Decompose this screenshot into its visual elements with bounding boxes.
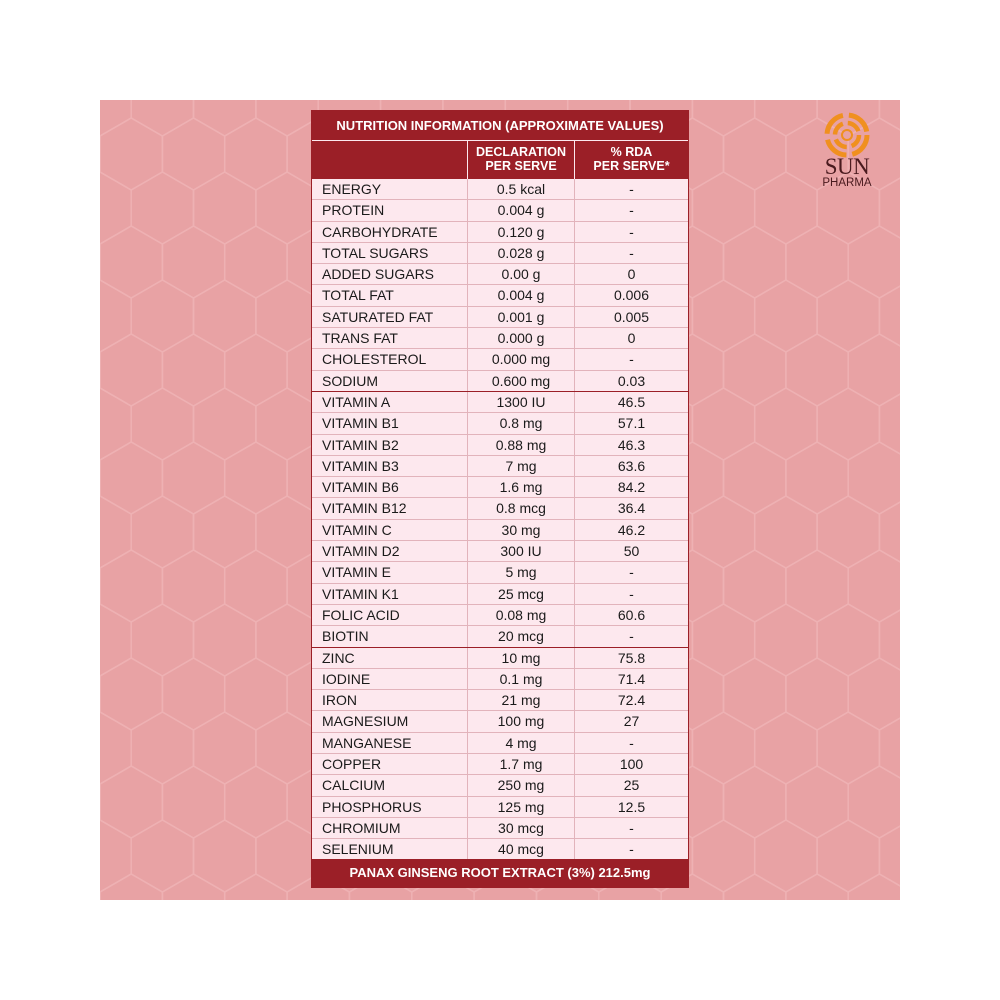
hex-cell <box>848 658 900 730</box>
declaration-value: 25 mcg <box>467 584 574 604</box>
declaration-value: 30 mg <box>467 520 574 540</box>
hex-cell <box>225 334 287 406</box>
hex-cell <box>131 496 193 568</box>
hex-cell <box>131 388 193 460</box>
hex-cell <box>786 550 848 622</box>
rda-value: - <box>574 818 688 838</box>
hex-cell <box>786 442 848 514</box>
hex-cell <box>100 820 131 892</box>
rda-value: 63.6 <box>574 456 688 476</box>
hex-cell <box>786 226 848 298</box>
hex-cell <box>100 280 131 352</box>
hex-cell <box>225 226 287 298</box>
rda-value: - <box>574 839 688 859</box>
table-row <box>312 711 688 732</box>
hex-cell <box>755 604 817 676</box>
hex-cell <box>817 604 879 676</box>
hex-cell <box>786 874 848 900</box>
nutrient-name: FOLIC ACID <box>322 606 400 623</box>
nutrient-name: PHOSPHORUS <box>322 798 422 815</box>
table-row <box>312 264 688 285</box>
hex-cell <box>100 658 162 730</box>
table-row <box>312 307 688 328</box>
table-row <box>312 584 688 605</box>
nutrient-name: CHOLESTEROL <box>322 351 427 368</box>
hex-cell <box>848 766 900 838</box>
declaration-value: 21 mg <box>467 690 574 710</box>
declaration-value: 125 mg <box>467 797 574 817</box>
declaration-value: 300 IU <box>467 541 574 561</box>
hex-cell <box>131 100 193 136</box>
hex-cell <box>162 442 224 514</box>
hex-cell <box>692 604 754 676</box>
declaration-value: 1.6 mg <box>467 477 574 497</box>
nutrient-name: ZINC <box>322 649 355 666</box>
hex-cell <box>131 820 193 892</box>
nutrient-name: VITAMIN B12 <box>322 500 407 517</box>
hex-cell <box>162 550 224 622</box>
hex-cell <box>225 550 287 622</box>
hex-cell <box>692 712 754 784</box>
hex-cell <box>100 604 131 676</box>
hex-cell <box>162 118 224 190</box>
hex-cell <box>256 280 318 352</box>
hex-cell <box>162 226 224 298</box>
nutrient-name: IRON <box>322 692 357 709</box>
brand-name: SUN <box>824 154 870 179</box>
header-nutrient <box>312 141 467 179</box>
declaration-value: 20 mcg <box>467 626 574 646</box>
hex-cell <box>100 550 162 622</box>
table-row <box>312 349 688 370</box>
hex-cell <box>755 388 817 460</box>
declaration-value: 0.88 mg <box>467 435 574 455</box>
hex-cell <box>256 388 318 460</box>
rda-value: 72.4 <box>574 690 688 710</box>
hex-cell <box>879 496 900 568</box>
hex-cell <box>848 550 900 622</box>
table-body <box>312 179 688 861</box>
hex-cell <box>724 874 786 900</box>
nutrient-name: MAGNESIUM <box>322 713 409 730</box>
hex-cell <box>879 280 900 352</box>
declaration-value: 100 mg <box>467 711 574 731</box>
hex-cell <box>225 118 287 190</box>
hex-cell <box>256 496 318 568</box>
rda-value: 0.006 <box>574 285 688 305</box>
nutrient-name: VITAMIN C <box>322 521 392 538</box>
rda-value: - <box>574 584 688 604</box>
hex-cell <box>755 172 817 244</box>
hex-cell <box>225 658 287 730</box>
rda-value: 25 <box>574 775 688 795</box>
hex-cell <box>692 100 754 136</box>
hex-cell <box>100 226 162 298</box>
table-row <box>312 648 688 669</box>
nutrient-name: COPPER <box>322 756 382 773</box>
nutrient-name: VITAMIN B2 <box>322 436 399 453</box>
hex-cell <box>225 442 287 514</box>
header-rda-line2: PER SERVE* <box>593 159 670 173</box>
hex-cell <box>848 874 900 900</box>
hex-cell <box>817 280 879 352</box>
declaration-value: 10 mg <box>467 648 574 668</box>
table-row <box>312 477 688 498</box>
declaration-value: 0.000 g <box>467 328 574 348</box>
hex-cell <box>100 442 162 514</box>
nutrition-table <box>311 110 689 888</box>
table-row <box>312 626 688 647</box>
hex-cell <box>848 442 900 514</box>
declaration-value: 7 mg <box>467 456 574 476</box>
rda-value: 84.2 <box>574 477 688 497</box>
hex-cell <box>692 496 754 568</box>
rda-value: - <box>574 349 688 369</box>
declaration-value: 40 mcg <box>467 839 574 859</box>
rda-value: 71.4 <box>574 669 688 689</box>
hex-cell <box>256 820 318 892</box>
hex-cell <box>131 712 193 784</box>
hex-cell <box>724 334 786 406</box>
table-row <box>312 371 688 392</box>
declaration-value: 0.5 kcal <box>467 179 574 199</box>
rda-value: 100 <box>574 754 688 774</box>
declaration-value: 5 mg <box>467 562 574 582</box>
header-rda-line1: % RDA <box>610 145 653 159</box>
nutrient-name: PROTEIN <box>322 202 385 219</box>
hex-cell <box>848 334 900 406</box>
hex-cell <box>879 604 900 676</box>
hex-cell <box>724 442 786 514</box>
hex-cell <box>879 388 900 460</box>
hex-cell <box>817 388 879 460</box>
nutrient-name: VITAMIN E <box>322 564 391 581</box>
hex-cell <box>100 766 162 838</box>
hex-cell <box>724 658 786 730</box>
sun-pharma-logo-icon <box>824 112 870 158</box>
declaration-value: 250 mg <box>467 775 574 795</box>
hex-cell <box>724 550 786 622</box>
table-row <box>312 285 688 306</box>
nutrient-name: VITAMIN A <box>322 393 391 410</box>
nutrient-name: VITAMIN D2 <box>322 543 400 560</box>
hex-cell <box>692 172 754 244</box>
rda-value: 60.6 <box>574 605 688 625</box>
nutrient-name: TOTAL SUGARS <box>322 244 429 261</box>
hex-cell <box>724 118 786 190</box>
hex-cell <box>194 604 256 676</box>
hex-cell <box>194 172 256 244</box>
hex-cell <box>100 118 162 190</box>
hex-cell <box>755 820 817 892</box>
hex-cell <box>100 874 162 900</box>
hex-cell <box>194 100 256 136</box>
rda-value: - <box>574 243 688 263</box>
nutrient-name: CARBOHYDRATE <box>322 223 438 240</box>
hex-cell <box>256 712 318 784</box>
table-header-row <box>312 141 688 179</box>
declaration-value: 0.1 mg <box>467 669 574 689</box>
nutrient-name: ENERGY <box>322 181 382 197</box>
hex-cell <box>194 280 256 352</box>
hex-cell <box>879 172 900 244</box>
declaration-value: 1.7 mg <box>467 754 574 774</box>
rda-value: 36.4 <box>574 498 688 518</box>
table-row <box>312 775 688 796</box>
hex-cell <box>879 820 900 892</box>
table-row <box>312 818 688 839</box>
rda-value: - <box>574 562 688 582</box>
header-declaration-line1: DECLARATION <box>475 145 567 159</box>
table-row <box>312 562 688 583</box>
table-row <box>312 328 688 349</box>
declaration-value: 4 mg <box>467 733 574 753</box>
table-row <box>312 669 688 690</box>
hex-cell <box>817 820 879 892</box>
hex-cell <box>100 496 131 568</box>
header-declaration <box>467 141 574 179</box>
rda-value: - <box>574 626 688 646</box>
hex-cell <box>162 766 224 838</box>
declaration-value: 0.600 mg <box>467 371 574 391</box>
declaration-value: 0.004 g <box>467 200 574 220</box>
hex-cell <box>162 874 224 900</box>
rda-value: - <box>574 200 688 220</box>
hex-cell <box>879 100 900 136</box>
nutrient-name: IODINE <box>322 670 371 687</box>
table-row <box>312 605 688 626</box>
declaration-value: 30 mcg <box>467 818 574 838</box>
hex-cell <box>100 388 131 460</box>
hex-cell <box>131 172 193 244</box>
table-row <box>312 541 688 562</box>
hex-cell <box>786 766 848 838</box>
rda-value: - <box>574 179 688 199</box>
table-row <box>312 392 688 413</box>
hex-cell <box>256 100 318 136</box>
hex-cell <box>194 820 256 892</box>
rda-value: 46.3 <box>574 435 688 455</box>
hex-cell <box>786 658 848 730</box>
hex-cell <box>194 712 256 784</box>
nutrient-name: TRANS FAT <box>322 330 398 347</box>
rda-value: 27 <box>574 711 688 731</box>
nutrient-name: SELENIUM <box>322 841 394 858</box>
declaration-value: 0.08 mg <box>467 605 574 625</box>
hex-cell <box>879 712 900 784</box>
nutrient-name: VITAMIN B3 <box>322 457 399 474</box>
nutrient-name: SODIUM <box>322 372 378 389</box>
table-row <box>312 690 688 711</box>
rda-value: 46.2 <box>574 520 688 540</box>
hex-cell <box>817 712 879 784</box>
sun-pharma-logo <box>812 112 882 190</box>
hex-cell <box>786 334 848 406</box>
declaration-value: 0.00 g <box>467 264 574 284</box>
hex-cell <box>131 280 193 352</box>
hex-cell <box>848 226 900 298</box>
hex-cell <box>162 658 224 730</box>
hex-cell <box>692 820 754 892</box>
rda-value: 50 <box>574 541 688 561</box>
hex-cell <box>755 280 817 352</box>
table-row <box>312 754 688 775</box>
hex-cell <box>256 172 318 244</box>
product-panel <box>100 100 900 900</box>
declaration-value: 0.001 g <box>467 307 574 327</box>
table-footer: PANAX GINSENG ROOT EXTRACT (3%) 212.5mg <box>312 859 688 887</box>
table-row <box>312 498 688 519</box>
rda-value: - <box>574 733 688 753</box>
table-row <box>312 435 688 456</box>
nutrient-name: VITAMIN B1 <box>322 415 399 432</box>
hex-cell <box>817 496 879 568</box>
declaration-value: 0.028 g <box>467 243 574 263</box>
table-row <box>312 839 688 860</box>
declaration-value: 0.120 g <box>467 222 574 242</box>
hex-cell <box>755 100 817 136</box>
declaration-value: 0.000 mg <box>467 349 574 369</box>
nutrient-name: BIOTIN <box>322 628 369 645</box>
hex-cell <box>100 100 131 136</box>
declaration-value: 0.004 g <box>467 285 574 305</box>
hex-cell <box>100 172 131 244</box>
nutrient-name: VITAMIN B6 <box>322 479 399 496</box>
hex-cell <box>755 712 817 784</box>
nutrient-name: MANGANESE <box>322 734 412 751</box>
hex-cell <box>724 766 786 838</box>
declaration-value: 0.8 mcg <box>467 498 574 518</box>
table-title: NUTRITION INFORMATION (APPROXIMATE VALUES) <box>312 111 688 141</box>
rda-value: 57.1 <box>574 413 688 433</box>
hex-cell <box>100 712 131 784</box>
header-rda <box>574 141 688 179</box>
rda-value: 0.005 <box>574 307 688 327</box>
hex-cell <box>131 604 193 676</box>
table-row <box>312 797 688 818</box>
nutrient-name: TOTAL FAT <box>322 287 394 304</box>
table-row <box>312 200 688 221</box>
table-row <box>312 243 688 264</box>
hex-cell <box>225 874 287 900</box>
hex-cell <box>724 226 786 298</box>
hex-cell <box>194 388 256 460</box>
nutrient-name: ADDED SUGARS <box>322 266 435 283</box>
declaration-value: 1300 IU <box>467 392 574 412</box>
hex-cell <box>692 388 754 460</box>
table-row <box>312 456 688 477</box>
rda-value: 0.03 <box>574 371 688 391</box>
hex-cell <box>100 334 162 406</box>
table-row <box>312 733 688 754</box>
declaration-value: 0.8 mg <box>467 413 574 433</box>
header-declaration-line2: PER SERVE <box>485 159 557 173</box>
nutrient-name: CALCIUM <box>322 777 386 794</box>
hex-cell <box>162 334 224 406</box>
hex-cell <box>755 496 817 568</box>
table-row <box>312 413 688 434</box>
hex-cell <box>256 604 318 676</box>
rda-value: 46.5 <box>574 392 688 412</box>
rda-value: 75.8 <box>574 648 688 668</box>
hex-cell <box>194 496 256 568</box>
rda-value: 0 <box>574 328 688 348</box>
brand-sub: PHARMA <box>822 177 872 189</box>
rda-value: - <box>574 222 688 242</box>
nutrient-name: CHROMIUM <box>322 819 401 836</box>
table-row <box>312 179 688 200</box>
table-row <box>312 222 688 243</box>
rda-value: 12.5 <box>574 797 688 817</box>
hex-cell <box>225 766 287 838</box>
rda-value: 0 <box>574 264 688 284</box>
nutrient-name: VITAMIN K1 <box>322 585 399 602</box>
hex-cell <box>692 280 754 352</box>
nutrient-name: SATURATED FAT <box>322 308 434 325</box>
table-row <box>312 520 688 541</box>
